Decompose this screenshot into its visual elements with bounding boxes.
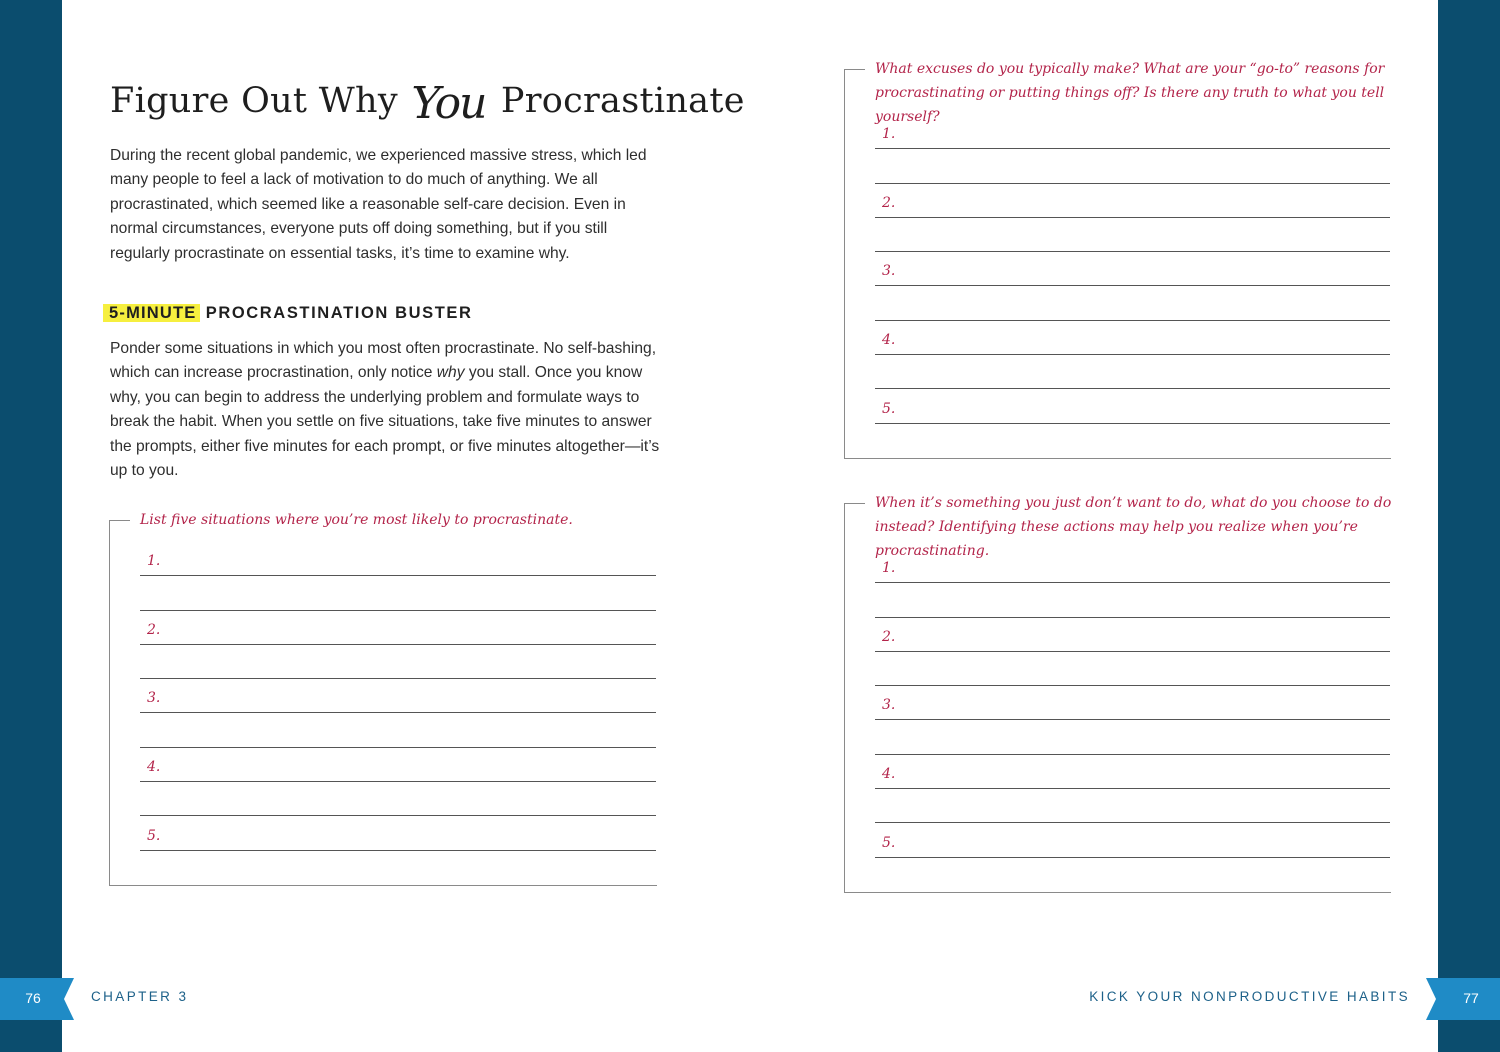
situations-lines	[140, 542, 656, 851]
line-number: 3.	[882, 263, 896, 280]
answer-line[interactable]	[875, 184, 1390, 218]
left-page-number: 76	[25, 990, 41, 1006]
chapter-label: CHAPTER 3	[91, 989, 189, 1004]
left-page-edge	[0, 0, 62, 1052]
line-number: 5.	[147, 827, 161, 844]
answer-line[interactable]	[875, 321, 1390, 355]
buster-paragraph	[110, 337, 660, 483]
answer-line[interactable]	[875, 355, 1390, 389]
answer-line[interactable]	[875, 218, 1390, 252]
line-number: 4.	[882, 332, 896, 349]
answer-line[interactable]	[875, 720, 1390, 754]
answer-line[interactable]	[140, 611, 656, 645]
line-number: 5.	[882, 400, 896, 417]
excuses-prompt: What excuses do you typically make? What are your “go-to” reasons for procrastinating or putting things off? Is there any truth to what you tell yourself?	[875, 61, 1385, 125]
page-title	[110, 72, 745, 129]
line-number: 2.	[882, 194, 896, 211]
line-number: 4.	[882, 766, 896, 783]
answer-line[interactable]	[140, 576, 656, 610]
answer-line[interactable]	[875, 286, 1390, 320]
buster-heading-rest: PROCRASTINATION BUSTER	[199, 304, 473, 322]
situations-prompt: List five situations where you’re most likely to procrastinate.	[140, 512, 573, 528]
line-number: 1.	[147, 553, 161, 570]
title-part-2: Procrastinate	[500, 81, 745, 121]
line-number: 3.	[882, 697, 896, 714]
answer-line[interactable]	[875, 389, 1390, 423]
answer-line[interactable]	[140, 679, 656, 713]
line-number: 3.	[147, 690, 161, 707]
instead-prompt: When it’s something you just don’t want to do, what do you choose to do instead? Identifying these actions may help you realize when you’re procrastinating.	[875, 495, 1392, 559]
answer-line[interactable]	[140, 782, 656, 816]
line-number: 1.	[882, 126, 896, 143]
line-number: 2.	[882, 628, 896, 645]
answer-line[interactable]	[875, 618, 1390, 652]
title-part-1: Figure Out Why	[110, 81, 398, 121]
answer-line[interactable]	[875, 789, 1390, 823]
right-page-edge	[1438, 0, 1500, 1052]
buster-highlight: 5-MINUTE	[103, 304, 200, 322]
answer-line[interactable]	[875, 149, 1390, 183]
title-script-word: You	[411, 78, 486, 129]
answer-line[interactable]	[140, 713, 656, 747]
excuses-lines	[875, 115, 1390, 424]
answer-line[interactable]	[875, 252, 1390, 286]
answer-line[interactable]	[875, 115, 1390, 149]
line-number: 4.	[147, 759, 161, 776]
answer-line[interactable]	[140, 645, 656, 679]
instead-lines	[875, 549, 1390, 858]
answer-line[interactable]	[875, 686, 1390, 720]
buster-text-2: you stall. Once you know why, you can begin to address the underlying problem and formulate ways to break the habit. When you settle on five situations, take five minutes to answer the prompts, either five minutes for each prompt, or five minutes altogether—it’s up to you.	[110, 364, 660, 480]
intro-paragraph: During the recent global pandemic, we experienced massive stress, which led many people to feel a lack of motivation to do much of anything. We all procrastinated, which seemed like a reasonable self-care decision. Even in normal circumstances, everyone puts off doing something, but if you still regularly procrastinate on essential tasks, it’s time to examine why.	[110, 147, 647, 262]
answer-line[interactable]	[140, 748, 656, 782]
answer-line[interactable]	[140, 816, 656, 850]
answer-line[interactable]	[875, 823, 1390, 857]
section-label: KICK YOUR NONPRODUCTIVE HABITS	[1089, 989, 1410, 1004]
answer-line[interactable]	[875, 652, 1390, 686]
right-page-number: 77	[1463, 990, 1479, 1006]
answer-line[interactable]	[875, 755, 1390, 789]
line-number: 5.	[882, 834, 896, 851]
buster-text-1: Ponder some situations in which you most often procrastinate. No self-bashing, which can increase procrastination, only notice	[110, 340, 657, 382]
answer-line[interactable]	[140, 542, 656, 576]
line-number: 2.	[147, 621, 161, 638]
buster-heading	[103, 304, 473, 323]
answer-line[interactable]	[875, 549, 1390, 583]
buster-text-emphasis: why	[436, 364, 465, 382]
answer-line[interactable]	[875, 583, 1390, 617]
line-number: 1.	[882, 560, 896, 577]
